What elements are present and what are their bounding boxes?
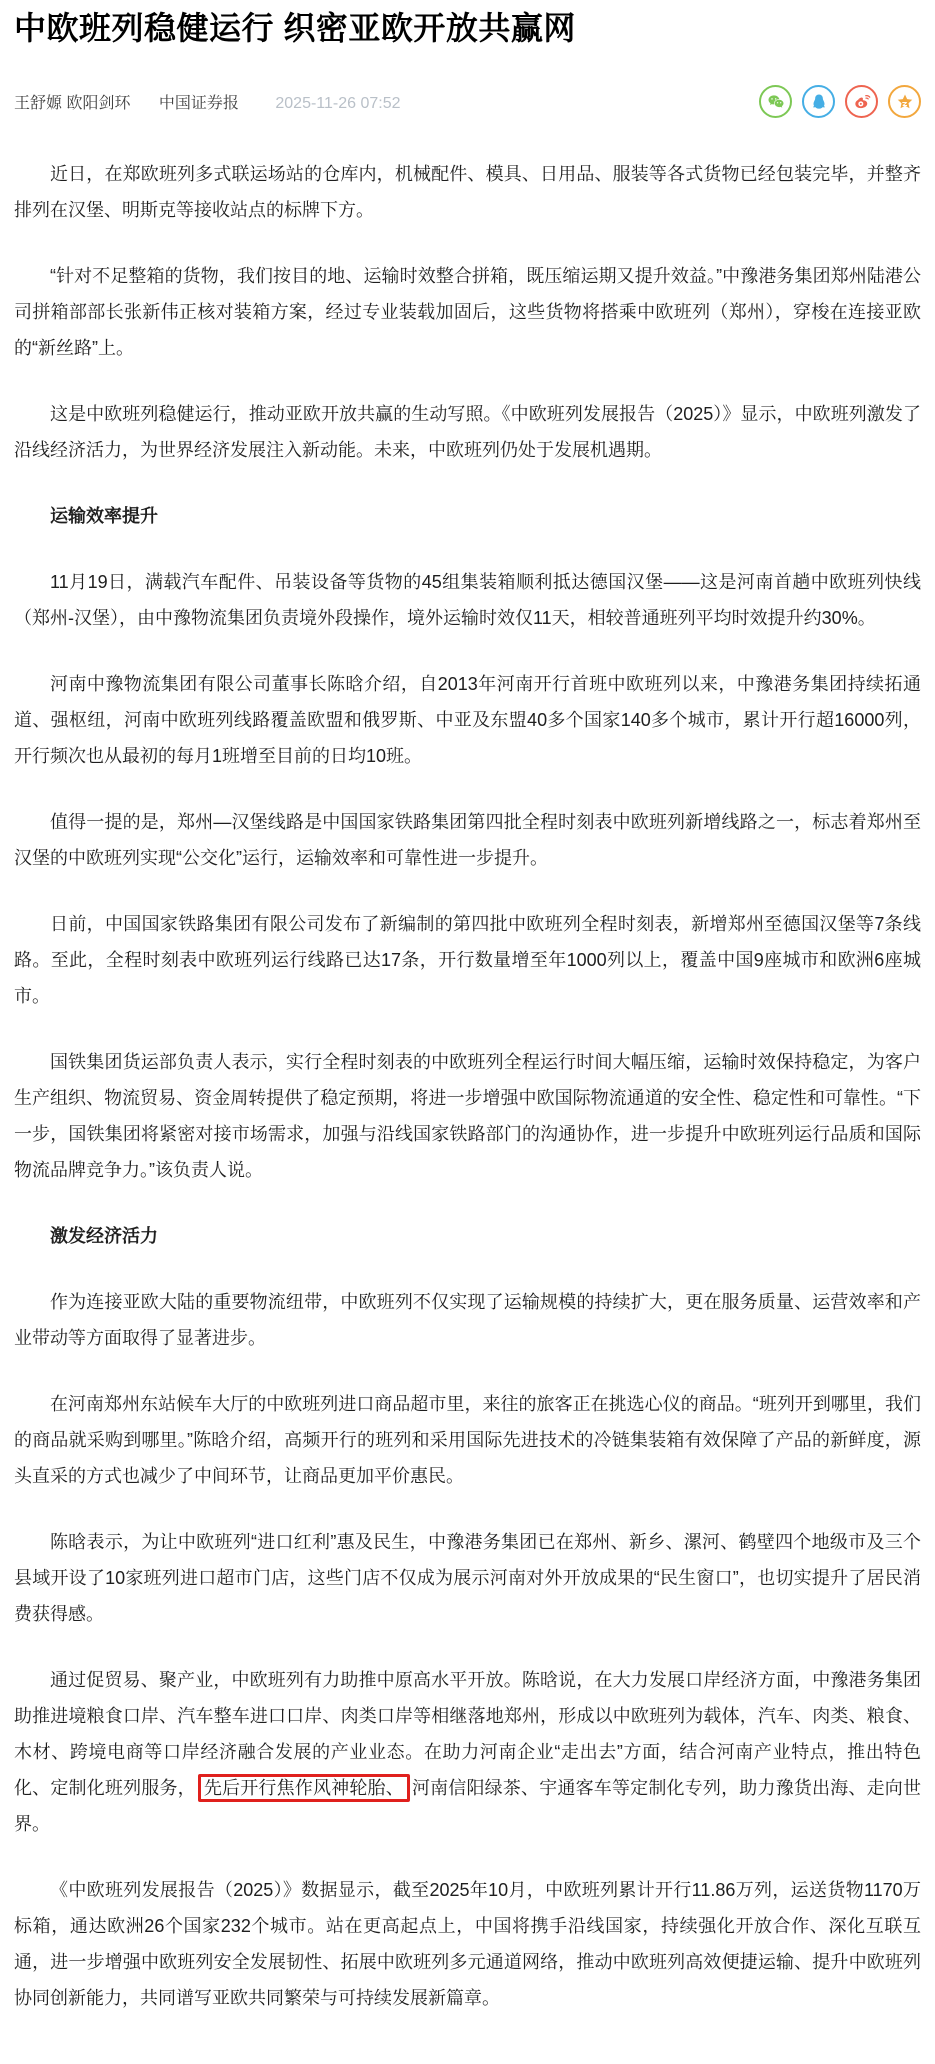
article-title: 中欧班列稳健运行 织密亚欧开放共赢网: [14, 10, 576, 46]
article-paragraph: 《中欧班列发展报告（2025）》数据显示，截至2025年10月，中欧班列累计开行11.86万列，运送货物1170万标箱，通达欧洲26个国家232个城市。站在更高起点上，中国将携手沿线国家，持续强化开放合作、深化互联互通，进一步增强中欧班列安全发展韧性、拓展中欧班列多元通道网络，推动中欧班列高效便捷运输、提升中欧班列协同创新能力，共同谱写亚欧共同繁荣与可持续发展新篇章。: [14, 1879, 921, 2008]
article-paragraph: 国铁集团货运部负责人表示，实行全程时刻表的中欧班列全程运行时间大幅压缩，运输时效保持稳定，为客户生产组织、物流贸易、资金周转提供了稳定预期，将进一步增强中欧国际物流通道的安全性、稳定性和可靠性。“下一步，国铁集团将紧密对接市场需求，加强与沿线国家铁路部门的沟通协作，进一步提升中欧班列运行品质和国际物流品牌竞争力。”该负责人说。: [14, 1051, 921, 1180]
article-paragraph: 近日，在郑欧班列多式联运场站的仓库内，机械配件、模具、日用品、服装等各式货物已经包装完毕，并整齐排列在汉堡、明斯克等接收站点的标牌下方。: [14, 163, 921, 220]
paragraph-text: 河南信阳绿茶、宇通客车等定制化专列，助力豫货出海、走向世界。: [14, 1777, 921, 1834]
article-paragraph: 陈晗表示，为让中欧班列“进口红利”惠及民生，中豫港务集团已在郑州、新乡、漯河、鹤壁四个地级市及三个县域开设了10家班列进口超市门店，这些门店不仅成为展示河南对外开放成果的“民生窗口”，也切实提升了居民消费获得感。: [14, 1531, 921, 1624]
section-heading: 运输效率提升: [50, 505, 158, 526]
section-heading: 激发经济活力: [50, 1225, 158, 1246]
highlighted-text-red-box: 先后开行焦作风神轮胎、: [198, 1774, 410, 1802]
share-buttons: [759, 85, 921, 118]
share-wechat-button[interactable]: [759, 85, 792, 118]
share-weibo-button[interactable]: [845, 85, 878, 118]
share-qq-button[interactable]: [802, 85, 835, 118]
share-qzone-button[interactable]: [888, 85, 921, 118]
article-paragraph: 在河南郑州东站候车大厅的中欧班列进口商品超市里，来往的旅客正在挑选心仪的商品。“班列开到哪里，我们的商品就采购到哪里。”陈晗介绍，高频开行的班列和采用国际先进技术的冷链集装箱有效保障了产品的新鲜度，源头直采的方式也减少了中间环节，让商品更加平价惠民。: [14, 1393, 921, 1486]
article-paragraph: 作为连接亚欧大陆的重要物流纽带，中欧班列不仅实现了运输规模的持续扩大，更在服务质量、运营效率和产业带动等方面取得了显著进步。: [14, 1291, 921, 1348]
article-authors: 王舒嫄 欧阳剑环: [14, 95, 131, 113]
article-paragraph: 值得一提的是，郑州—汉堡线路是中国国家铁路集团第四批全程时刻表中欧班列新增线路之一，标志着郑州至汉堡的中欧班列实现“公交化”运行，运输效率和可靠性进一步提升。: [14, 811, 921, 868]
article-datetime: 2025-11-26 07:52: [275, 95, 401, 113]
qzone-star-icon: [895, 92, 915, 112]
paragraph-text: 通过促贸易、聚产业，中欧班列有力助推中原高水平开放。陈晗说，在大力发展口岸经济方面，中豫港务集团助推进境粮食口岸、汽车整车进口口岸、肉类口岸等相继落地郑州，形成以中欧班列为载体，汽车、肉类、粮食、木材、跨境电商等口岸经济融合发展的产业业态。在助力河南企业“走出去”方面，结合河南产业特点，推出特色化、定制化班列服务，: [14, 1669, 921, 1798]
weibo-icon: [852, 92, 872, 112]
article-paragraph: 这是中欧班列稳健运行，推动亚欧开放共赢的生动写照。《中欧班列发展报告（2025）》显示，中欧班列激发了沿线经济活力，为世界经济发展注入新动能。未来，中欧班列仍处于发展机遇期。: [14, 403, 921, 460]
qq-icon: [809, 92, 829, 112]
wechat-icon: [766, 92, 786, 112]
article-paragraph: 日前，中国国家铁路集团有限公司发布了新编制的第四批中欧班列全程时刻表，新增郑州至德国汉堡等7条线路。至此，全程时刻表中欧班列运行线路已达17条，开行数量增至年1000列以上，覆盖中国9座城市和欧洲6座城市。: [14, 913, 921, 1006]
article-source: 中国证券报: [158, 95, 239, 113]
article-paragraph: 11月19日，满载汽车配件、吊装设备等货物的45组集装箱顺利抵达德国汉堡——这是河南首趟中欧班列快线（郑州-汉堡），由中豫物流集团负责境外段操作，境外运输时效仅11天，相较普通班列平均时效提升约30%。: [14, 571, 921, 628]
article-byline: [14, 90, 401, 113]
article-paragraph: “针对不足整箱的货物，我们按目的地、运输时效整合拼箱，既压缩运期又提升效益。”中豫港务集团郑州陆港公司拼箱部部长张新伟正核对装箱方案，经过专业装载加固后，这些货物将搭乘中欧班列（郑州），穿梭在连接亚欧的“新丝路”上。: [14, 265, 921, 358]
article-meta-row: [14, 84, 921, 120]
article-paragraph: [14, 1662, 921, 1842]
article-body: [14, 120, 921, 2016]
news-article-page: [0, 8, 935, 2064]
article-paragraph: 河南中豫物流集团有限公司董事长陈晗介绍，自2013年河南开行首班中欧班列以来，中豫港务集团持续拓通道、强枢纽，河南中欧班列线路覆盖欧盟和俄罗斯、中亚及东盟40多个国家140多个城市，累计开行超16000列，开行频次也从最初的每月1班增至目前的日均10班。: [14, 673, 921, 766]
